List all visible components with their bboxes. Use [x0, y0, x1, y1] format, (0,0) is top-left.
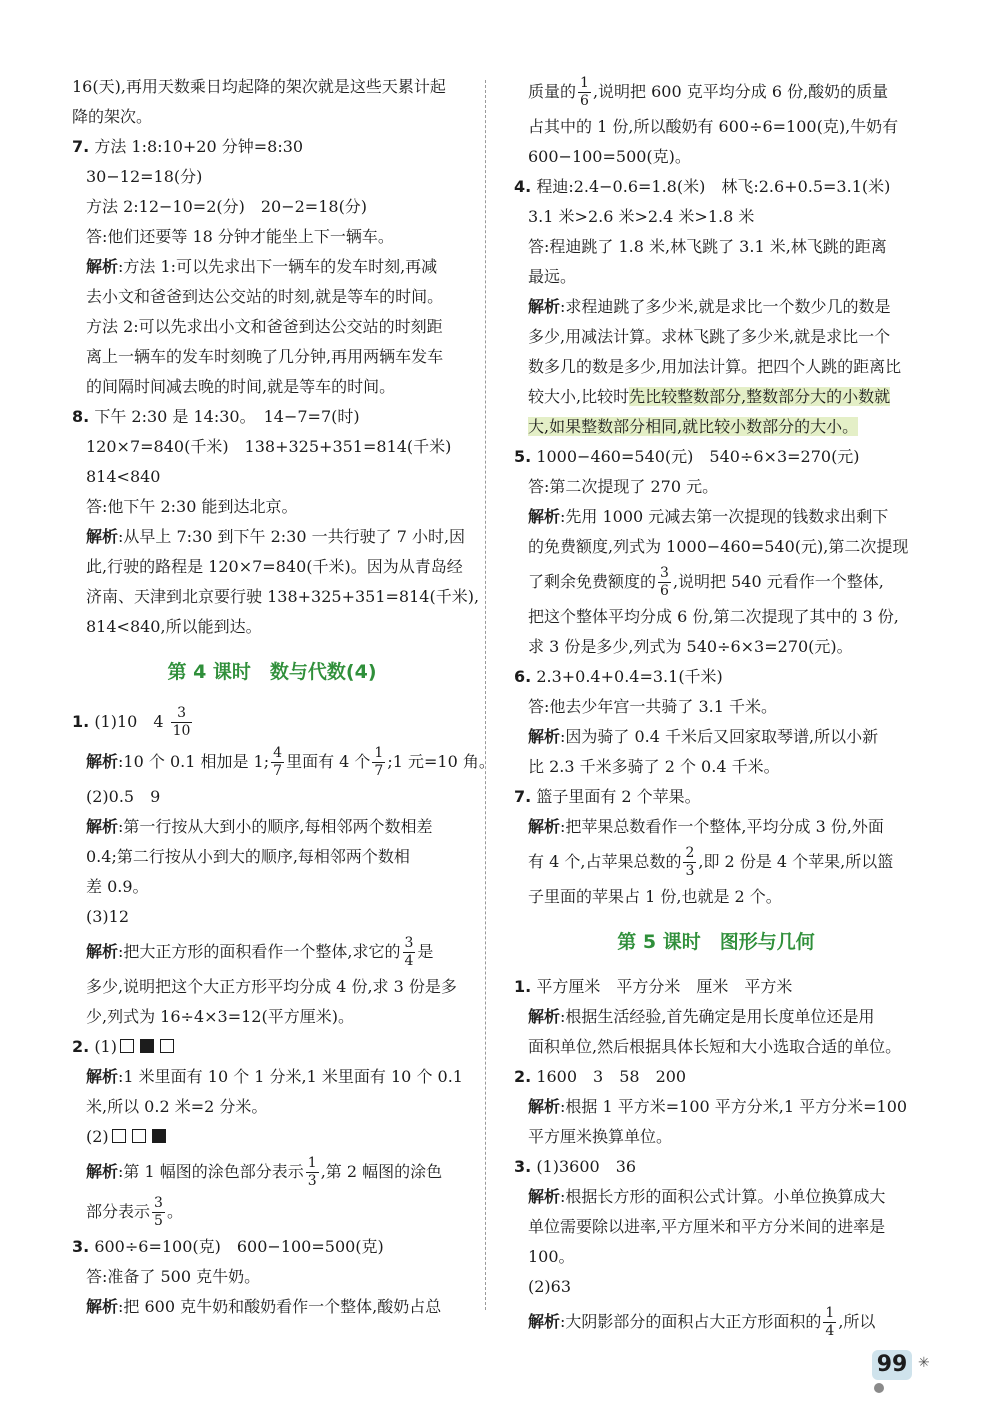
text-line: 答:第二次提现了 270 元。 — [528, 477, 719, 496]
explanation — [72, 812, 472, 842]
option-line — [72, 1122, 472, 1152]
section-title-5: 第 5 课时 图形与几何 — [617, 931, 815, 953]
column-divider — [485, 80, 486, 1310]
right-column — [514, 72, 918, 1342]
answer-6 — [514, 662, 918, 692]
denominator: 7 — [273, 763, 283, 779]
text-line: 方法 2:12−10=2(分) 20−2=18(分) — [86, 197, 368, 216]
text: 篮子里面有 2 个苹果。 — [536, 787, 701, 806]
text: :大阴影部分的面积占大正方形面积的 — [560, 1312, 822, 1331]
text-line: 方法 2:可以先求出小文和爸爸到达公交站的时刻距 — [86, 317, 443, 336]
text-line: 单位需要除以进率,平方厘米和平方分米间的进率是 — [528, 1217, 886, 1236]
denominator: 3 — [685, 863, 695, 879]
numerator: 1 — [580, 75, 589, 91]
text: 部分表示 — [86, 1202, 151, 1221]
text-line — [514, 562, 918, 602]
explanation — [72, 1292, 472, 1322]
explanation — [514, 722, 918, 752]
text: 1000−460=540(元) 540÷6×3=270(元) — [536, 447, 860, 466]
explanation — [514, 1092, 918, 1122]
text-line: 去小文和爸爸到达公交站的时刻,就是等车的时间。 — [86, 287, 444, 306]
text-line: 差 0.9。 — [86, 877, 149, 896]
question-number: 1. — [72, 712, 90, 731]
dot-icon — [874, 1383, 884, 1393]
text-line: 比 2.3 千米多骑了 2 个 0.4 千米。 — [528, 757, 780, 776]
text: ,说明把 540 元看作一个整体, — [672, 572, 884, 591]
text: 里面有 4 个 — [286, 752, 371, 771]
answer-7 — [514, 782, 918, 812]
explanation — [514, 292, 918, 322]
text-line: 多少,说明把这个大正方形平均分成 4 份,求 3 份是多 — [86, 977, 457, 996]
question-number: 3. — [514, 1157, 532, 1176]
denominator: 4 — [404, 953, 414, 969]
text-line: 平方厘米换算单位。 — [528, 1127, 673, 1146]
answer-2 — [72, 1032, 472, 1062]
filled-square-icon — [140, 1039, 154, 1053]
explanation — [514, 1182, 918, 1212]
explanation-label: 解析 — [528, 507, 561, 526]
denominator: 6 — [660, 583, 669, 599]
explanation-label: 解析 — [86, 817, 119, 836]
text-line: 0.4;第二行按从小到大的顺序,每相邻两个数相 — [86, 847, 410, 866]
text-line: 100。 — [528, 1247, 575, 1266]
text: :根据生活经验,首先确定是用长度单位还是用 — [560, 1007, 875, 1026]
answer-1 — [72, 702, 472, 742]
text-line: 数多几的数是多少,用加法计算。把四个人跳的距离比 — [528, 357, 902, 376]
numerator: 1 — [374, 745, 384, 761]
section-title-4: 第 4 课时 数与代数(4) — [167, 661, 377, 683]
answer-4 — [514, 172, 918, 202]
numerator: 3 — [171, 705, 193, 723]
text: 2.3+0.4+0.4=3.1(千米) — [536, 667, 723, 686]
numerator: 1 — [825, 1305, 835, 1321]
question-number: 7. — [72, 137, 90, 156]
question-number: 6. — [514, 667, 532, 686]
text-line: 的间隔时间减去晚的时间,就是等车的时间。 — [86, 377, 396, 396]
text: ,所以 — [838, 1312, 876, 1331]
highlighted-text: 大,如果整数部分相同,就比较小数部分的大小。 — [528, 417, 859, 436]
question-number: 2. — [514, 1067, 532, 1086]
text-line: 米,所以 0.2 米=2 分米。 — [86, 1097, 268, 1116]
explanation — [72, 1152, 472, 1192]
text: ,第 2 幅图的涂色 — [320, 1162, 443, 1181]
text: (1)3600 36 — [536, 1157, 637, 1176]
text-line: 答:他下午 2:30 能到达北京。 — [86, 497, 298, 516]
text: :把苹果总数看作一个整体,平均分成 3 份,外面 — [560, 817, 884, 836]
numerator: 3 — [660, 565, 669, 581]
text: ,即 2 份是 4 个苹果,所以篮 — [698, 852, 894, 871]
text: :第一行按从大到小的顺序,每相邻两个数相差 — [118, 817, 433, 836]
left-column — [72, 72, 495, 1322]
numerator: 2 — [685, 845, 695, 861]
text: :1 米里面有 10 个 1 分米,1 米里面有 10 个 0.1 — [118, 1067, 463, 1086]
question-number: 1. — [514, 977, 532, 996]
text-line: 把这个整体平均分成 6 份,第二次提现了其中的 3 份, — [528, 607, 899, 626]
explanation-label: 解析 — [86, 752, 119, 771]
text: 方法 1:8:10+20 分钟=8:30 — [94, 137, 304, 156]
text-line: 的免费额度,列式为 1000−460=540(元),第二次提现 — [528, 537, 909, 556]
explanation-label: 解析 — [528, 727, 561, 746]
text: :根据长方形的面积公式计算。小单位换算成大 — [560, 1187, 886, 1206]
filled-square-icon — [152, 1129, 166, 1143]
text: :10 个 0.1 相加是 1; — [118, 752, 270, 771]
explanation-label: 解析 — [86, 1067, 119, 1086]
denominator: 6 — [580, 93, 589, 109]
explanation-label: 解析 — [86, 1297, 119, 1316]
text-line: 答:他去少年宫一共骑了 3.1 千米。 — [528, 697, 778, 716]
fraction — [372, 745, 385, 780]
text-line — [72, 1192, 472, 1232]
explanation — [72, 932, 472, 972]
text-line: 最远。 — [528, 267, 577, 286]
explanation — [514, 812, 918, 842]
denominator: 5 — [154, 1213, 163, 1229]
text-line: 子里面的苹果占 1 份,也就是 2 个。 — [528, 887, 782, 906]
numerator: 3 — [154, 1195, 163, 1211]
explanation — [514, 502, 918, 532]
text-line: 814<840,所以能到达。 — [86, 617, 262, 636]
highlighted-text: 先比较整数部分,整数部分大的小数就 — [629, 387, 891, 406]
text-line: 814<840 — [86, 467, 161, 486]
text-line: 此,行驶的路程是 120×7=840(千米)。因为从青岛经 — [86, 557, 463, 576]
explanation — [72, 1062, 472, 1092]
text-line: 多少,用减法计算。求林飞跳了多少米,就是求比一个 — [528, 327, 891, 346]
text: :第 1 幅图的涂色部分表示 — [118, 1162, 304, 1181]
page-number: 99 — [872, 1350, 912, 1380]
empty-square-icon — [132, 1129, 146, 1143]
explanation — [514, 1002, 918, 1032]
text-line: 30−12=18(分) — [86, 167, 203, 186]
text-line: (2)63 — [528, 1277, 572, 1296]
explanation-label: 解析 — [86, 257, 119, 276]
text-line: 济南、天津到北京要行驶 138+325+351=814(千米), — [86, 587, 480, 606]
text-line: 求 3 份是多少,列式为 540÷6×3=270(元)。 — [528, 637, 853, 656]
denominator: 4 — [825, 1323, 835, 1339]
explanation-label: 解析 — [528, 1312, 561, 1331]
text: ;1 元=10 角。 — [387, 752, 495, 771]
text: 平方厘米 平方分米 厘米 平方米 — [536, 977, 793, 996]
text-line: 占其中的 1 份,所以酸奶有 600÷6=100(克),牛奶有 — [528, 117, 899, 136]
answer-1 — [514, 972, 918, 1002]
text-line — [514, 412, 918, 442]
star-icon: ✳ — [918, 1355, 930, 1371]
text-line — [514, 842, 918, 882]
question-number: 3. — [72, 1237, 90, 1256]
text-line: 答:准备了 500 克牛奶。 — [86, 1267, 261, 1286]
text-line: 少,列式为 16÷4×3=12(平方厘米)。 — [86, 1007, 354, 1026]
explanation-label: 解析 — [86, 1162, 119, 1181]
text-line: 3.1 米>2.6 米>2.4 米>1.8 米 — [528, 207, 755, 226]
text: 600÷6=100(克) 600−100=500(克) — [94, 1237, 384, 1256]
fraction — [271, 745, 284, 780]
text: :求程迪跳了多少米,就是求比一个数少几的数是 — [560, 297, 891, 316]
empty-square-icon — [160, 1039, 174, 1053]
text-line: 600−100=500(克)。 — [528, 147, 691, 166]
explanation — [72, 742, 495, 782]
numerator: 1 — [307, 1155, 317, 1171]
denominator: 3 — [307, 1173, 317, 1189]
question-number: 2. — [72, 1037, 90, 1056]
text-line: 答:程迪跳了 1.8 米,林飞跳了 3.1 米,林飞跳的距离 — [528, 237, 887, 256]
explanation — [72, 252, 472, 282]
answer-5 — [514, 442, 918, 472]
text: :根据 1 平方米=100 平方分米,1 平方分米=100 — [560, 1097, 908, 1116]
denominator: 10 — [172, 723, 191, 739]
text-line — [514, 382, 918, 412]
text: 质量的 — [528, 82, 577, 101]
text: :方法 1:可以先求出下一辆车的发车时刻,再减 — [118, 257, 438, 276]
text: 了剩余免费额度的 — [528, 572, 657, 591]
answer-3 — [514, 1152, 918, 1182]
text: :先用 1000 元减去第一次提现的钱数求出剩下 — [560, 507, 889, 526]
fraction — [683, 845, 696, 880]
text: 有 4 个,占苹果总数的 — [528, 852, 682, 871]
text: (1) — [94, 1037, 117, 1056]
fraction — [658, 565, 671, 600]
question-number: 5. — [514, 447, 532, 466]
explanation-label: 解析 — [528, 817, 561, 836]
text-line: 面积单位,然后根据具体长短和大小选取合适的单位。 — [528, 1037, 902, 1056]
explanation-label: 解析 — [86, 942, 119, 961]
text: (1)10 4 — [94, 712, 164, 731]
empty-square-icon — [112, 1129, 126, 1143]
text-line: (2)0.5 9 — [86, 787, 161, 806]
explanation — [514, 1302, 918, 1342]
explanation — [72, 522, 472, 552]
text-line: 120×7=840(千米) 138+325+351=814(千米) — [86, 437, 452, 456]
explanation-label: 解析 — [528, 1097, 561, 1116]
empty-square-icon — [120, 1039, 134, 1053]
text: 较大小,比较时 — [528, 387, 630, 406]
text-line: 离上一辆车的发车时刻晚了几分钟,再用两辆车发车 — [86, 347, 444, 366]
question-number: 8. — [72, 407, 90, 426]
text: :因为骑了 0.4 千米后又回家取琴谱,所以小新 — [560, 727, 879, 746]
text: ,说明把 600 克平均分成 6 份,酸奶的质量 — [592, 82, 889, 101]
text: 程迪:2.4−0.6=1.8(米) 林飞:2.6+0.5=3.1(米) — [536, 177, 891, 196]
text: (2) — [86, 1127, 109, 1146]
text-line — [514, 72, 918, 112]
fraction — [403, 935, 416, 970]
text: :把 600 克牛奶和酸奶看作一个整体,酸奶占总 — [118, 1297, 442, 1316]
fraction — [152, 1195, 165, 1230]
fraction — [578, 75, 591, 110]
text-line: 16(天),再用天数乘日均起降的架次就是这些天累计起 — [72, 77, 446, 96]
explanation-label: 解析 — [528, 1187, 561, 1206]
answer-8 — [72, 402, 472, 432]
text-line: 降的架次。 — [72, 107, 153, 126]
numerator: 3 — [404, 935, 414, 951]
explanation-label: 解析 — [86, 527, 119, 546]
text: 是 — [417, 942, 434, 961]
text: 。 — [166, 1202, 183, 1221]
answer-2 — [514, 1062, 918, 1092]
text: 下午 2:30 是 14:30。 14−7=7(时) — [94, 407, 360, 426]
explanation-label: 解析 — [528, 297, 561, 316]
denominator: 7 — [374, 763, 384, 779]
question-number: 4. — [514, 177, 532, 196]
numerator: 4 — [273, 745, 283, 761]
text-line: 答:他们还要等 18 分钟才能坐上下一辆车。 — [86, 227, 394, 246]
fraction — [306, 1155, 319, 1190]
text: 1600 3 58 200 — [536, 1067, 687, 1086]
fraction — [171, 705, 193, 740]
answer-7 — [72, 132, 472, 162]
fraction — [823, 1305, 836, 1340]
text: :从早上 7:30 到下午 2:30 一共行驶了 7 小时,因 — [118, 527, 466, 546]
text: :把大正方形的面积看作一个整体,求它的 — [118, 942, 401, 961]
answer-3 — [72, 1232, 472, 1262]
explanation-label: 解析 — [528, 1007, 561, 1026]
question-number: 7. — [514, 787, 532, 806]
text-line: (3)12 — [86, 907, 130, 926]
